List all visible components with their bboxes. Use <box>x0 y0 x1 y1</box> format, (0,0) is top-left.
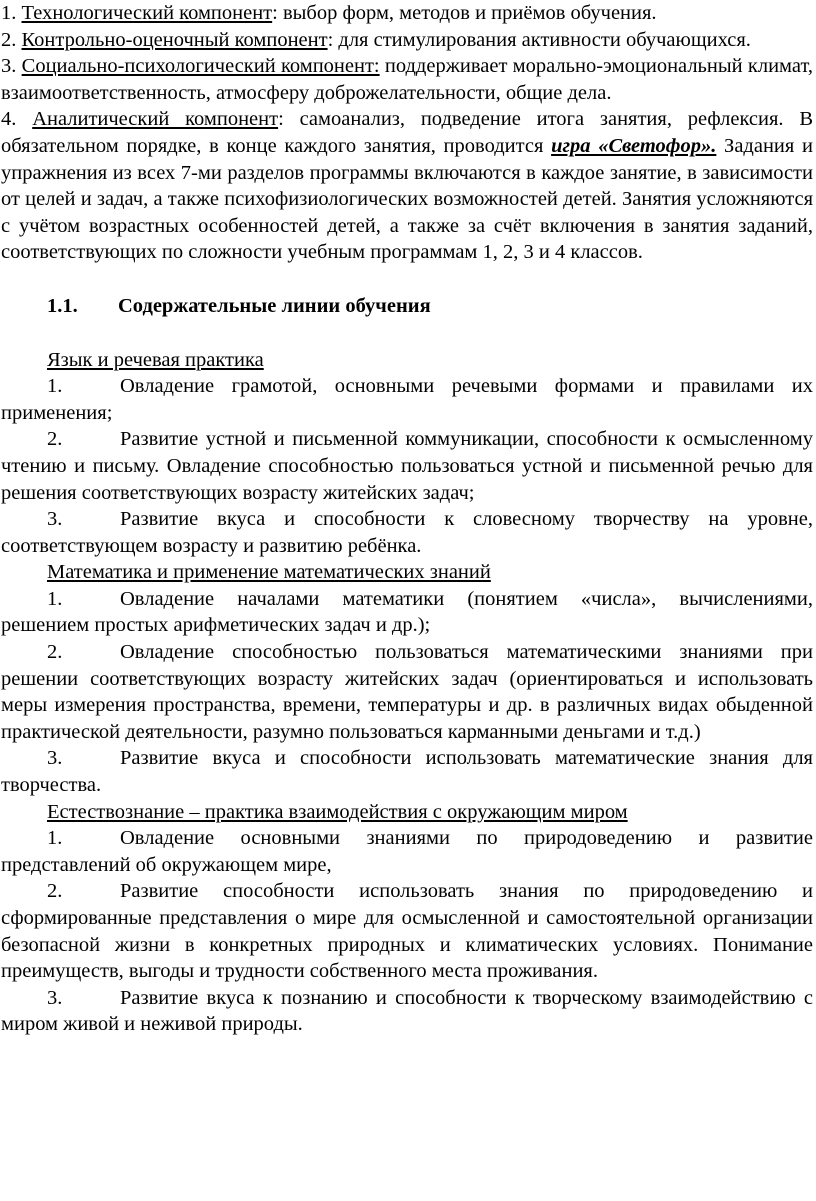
item-number: 4. <box>1 108 33 131</box>
list-item <box>1 373 813 426</box>
item-number: 3. <box>47 747 63 770</box>
component-text: : выбор форм, методов и приёмов обучения. <box>272 2 657 24</box>
item-number: 2. <box>47 880 63 903</box>
heading-number: 1.1. <box>47 294 78 317</box>
item-number: 1. <box>47 587 63 610</box>
list-item <box>1 426 813 506</box>
item-text: Развитие вкуса и способности к словесному творчеству на уровне, соответствующем возрасту и развитию ребёнка. <box>1 508 813 557</box>
list-item <box>1 506 813 559</box>
section-title-text: Язык и речевая практика <box>47 348 264 371</box>
item-text: Развитие вкуса к познанию и способности к творческому взаимодействию с миром живой и неживой природы. <box>1 986 813 1036</box>
heading-title: Содержательные линии обучения <box>118 294 431 317</box>
item-text: Развитие способности использовать знания по природоведению и сформированные представления о мире для осмысленной и самостоятельной организации безопасной жизни в конкретных природных и климатических условиях. Понимание преимуществ, выгоды и трудности собственного места проживания. <box>1 880 813 983</box>
component-name: Аналитический компонент <box>32 108 279 131</box>
component-name: Технологический компонент <box>21 2 273 24</box>
item-text: Овладение способностью пользоваться математическими знаниями при решении соответствующих возрасту житейских задач (ориентироваться и использовать меры измерения пространства, времени, температуры и др. в различных видах обыденной практической деятельности, разумно пользоваться карманными деньгами и т.д.) <box>1 641 813 743</box>
component-item-4 <box>1 106 813 266</box>
list-item <box>1 825 813 878</box>
item-number: 2. <box>47 641 63 664</box>
component-item-2 <box>1 27 813 54</box>
section-title-nature <box>1 799 813 826</box>
component-text-b: Задания и упражнения из всех 7-ми разделов программы включаются в каждое занятие, в зависимости от целей и задач, а также психофизиологических возможностей детей. Занятия усложняются с учётом возрастных особенностей детей, а также за счёт включения в занятия заданий, соответствующих по сложности учебным программам 1, 2, 3 и 4 классов. <box>1 134 813 264</box>
component-item-1 <box>1 0 813 27</box>
item-number: 1. <box>1 2 22 24</box>
section-heading <box>1 293 813 320</box>
component-name: Контрольно-оценочный компонент <box>21 28 328 51</box>
item-number: 3. <box>47 508 63 531</box>
section-title-text: Математика и применение математических знаний <box>47 561 491 584</box>
list-item <box>1 985 813 1038</box>
item-number: 3. <box>1 55 22 78</box>
item-number: 1. <box>47 375 63 398</box>
section-title-language <box>1 347 813 374</box>
item-number: 2. <box>1 28 22 51</box>
section-title-text: Естествознание – практика взаимодействия с окружающим миром <box>47 800 628 823</box>
component-text: : для стимулирования активности обучающихся. <box>327 28 751 51</box>
list-item <box>1 586 813 639</box>
list-item <box>1 878 813 984</box>
item-text: Развитие устной и письменной коммуникации, способности к осмысленному чтению и письму. Овладение способностью пользоваться устной и письменной речью для решения соответствующих возрасту житейских задач; <box>1 428 813 504</box>
game-name: игра «Светофор». <box>551 134 717 157</box>
item-text: Овладение основными знаниями по природоведению и развитие представлений об окружающем мире, <box>1 827 813 876</box>
item-text: Овладение началами математики (понятием «числа», вычислениями, решением простых арифметических задач и др.); <box>1 587 813 637</box>
component-item-3 <box>1 53 813 106</box>
item-number: 1. <box>47 827 63 850</box>
component-text: поддерживает морально-эмоциональный климат, взаимоответственность, атмосферу доброжелательности, общие дела. <box>1 55 813 104</box>
item-number: 2. <box>47 428 63 451</box>
section-title-math <box>1 559 813 586</box>
item-number: 3. <box>47 986 63 1009</box>
item-text: Развитие вкуса и способности использовать математические знания для творчества. <box>1 747 813 797</box>
list-item <box>1 745 813 798</box>
list-item <box>1 639 813 745</box>
component-name: Социально-психологический компонент: <box>21 55 380 78</box>
item-text: Овладение грамотой, основными речевыми формами и правилами их применения; <box>1 375 813 424</box>
component-text-a: : самоанализ, подведение итога занятия, рефлексия. В обязательном порядке, в конце каждого занятия, проводится <box>1 108 814 157</box>
